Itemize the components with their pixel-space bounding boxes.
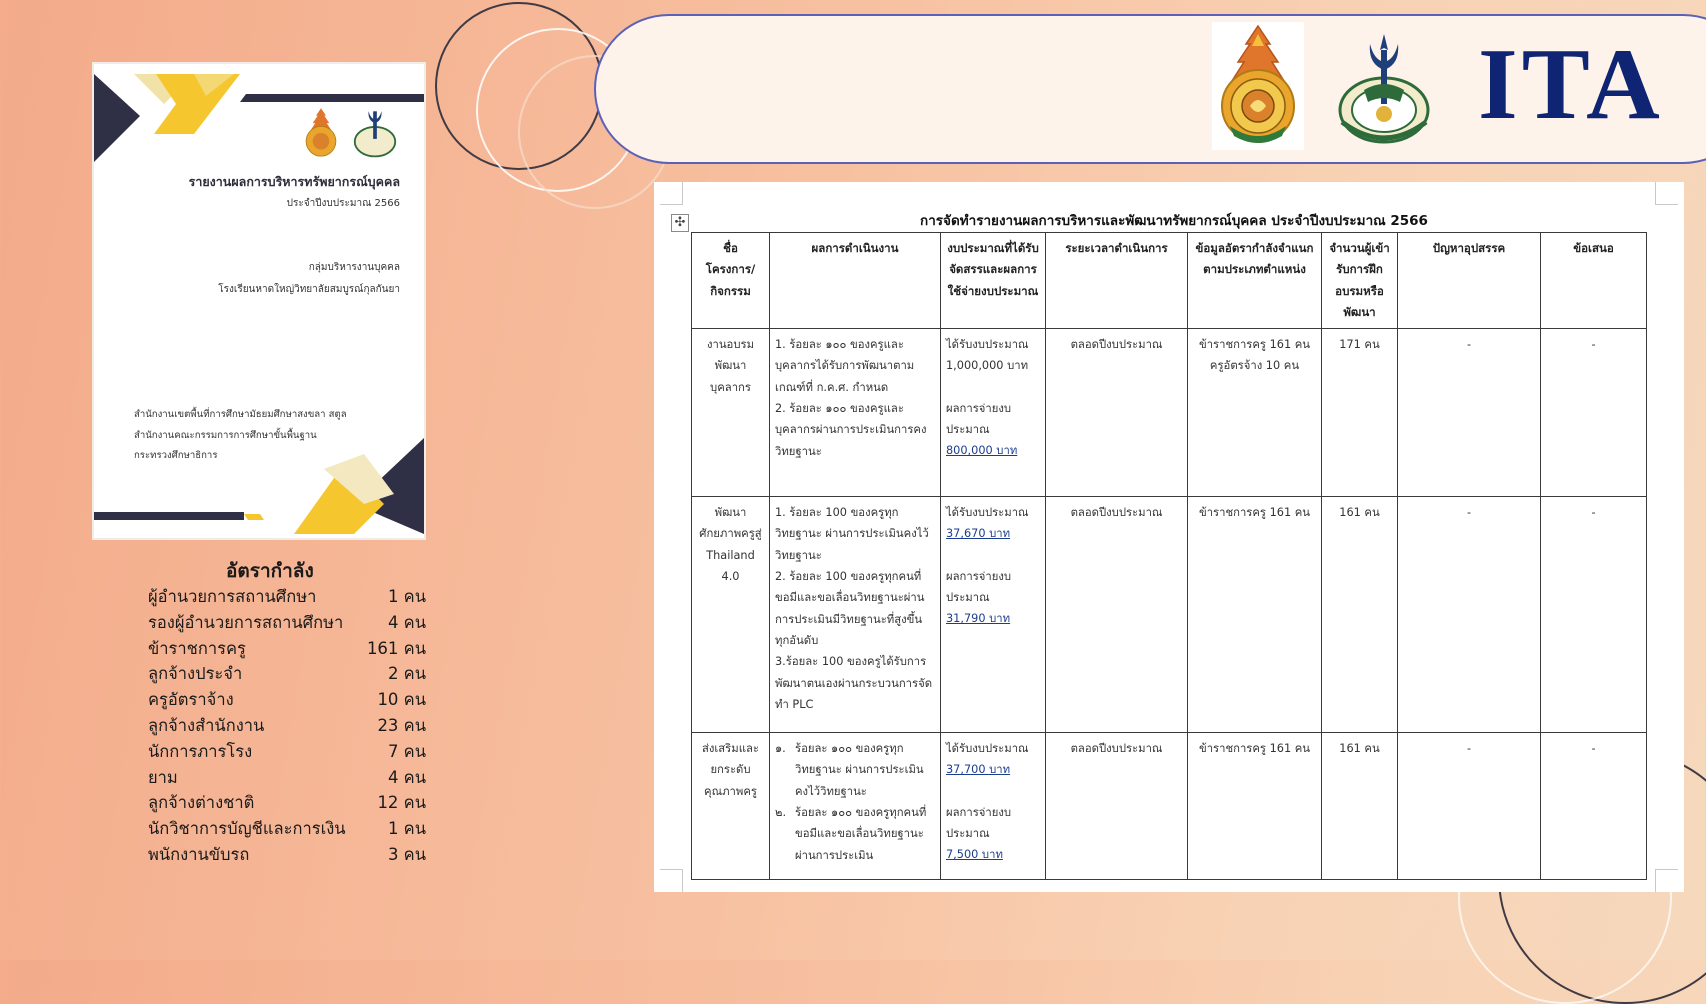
cover-school: โรงเรียนหาดใหญ่วิทยาลัยสมบูรณ์กุลกันยา bbox=[218, 284, 400, 295]
staff-cell bbox=[1188, 497, 1322, 733]
column-header: ข้อเสนอ bbox=[1541, 233, 1647, 329]
staff-count: 4 คน bbox=[387, 767, 426, 787]
page-corner-mark bbox=[1655, 182, 1678, 205]
staffing-row bbox=[148, 739, 426, 765]
suggestions-cell: - bbox=[1541, 733, 1647, 880]
participants-cell: 161 คน bbox=[1322, 733, 1398, 880]
staff-line: ข้าราชการครู 161 คน bbox=[1198, 506, 1311, 520]
column-header: จำนวนผู้เข้ารับการฝึกอบรมหรือพัฒนา bbox=[1322, 233, 1398, 329]
document-title: การจัดทำรายงานผลการบริหารและพัฒนาทรัพยากรณ์บุคคล ประจำปีงบประมาณ 2566 bbox=[920, 213, 1428, 229]
cover-year: ประจำปีงบประมาณ 2566 bbox=[286, 198, 400, 209]
result-item: 2. ร้อยละ ๑๐๐ ของครูและบุคลากรผ่านการประเมินการคงวิทยฐานะ bbox=[775, 402, 927, 458]
duration-cell: ตลอดปีงบประมาณ bbox=[1046, 329, 1188, 497]
obec-seal-icon bbox=[302, 106, 340, 160]
budget-received: 37,700 บาท bbox=[946, 763, 1011, 777]
result-cell bbox=[770, 733, 941, 880]
staff-role: รองผู้อำนวยการสถานศึกษา bbox=[148, 612, 344, 632]
budget-cell bbox=[941, 733, 1046, 880]
staffing-list bbox=[148, 584, 426, 868]
column-header: ข้อมูลอัตรากำลังจำแนกตามประเภทตำแหน่ง bbox=[1188, 233, 1322, 329]
page-corner-mark bbox=[1655, 869, 1678, 892]
column-header: ผลการดำเนินงาน bbox=[770, 233, 941, 329]
staff-role: ลูกจ้างต่างชาติ bbox=[148, 793, 255, 813]
staffing-row bbox=[148, 687, 426, 713]
staffing-row bbox=[148, 713, 426, 739]
result-cell bbox=[770, 497, 941, 733]
decor-circle bbox=[435, 2, 603, 170]
staff-line: ครูอัตรจ้าง 10 คน bbox=[1209, 359, 1300, 373]
budget-spent-label: ผลการจ่ายงบประมาณ bbox=[946, 569, 1012, 605]
staff-line: ข้าราชการครู 161 คน bbox=[1198, 742, 1311, 756]
staff-role: ครูอัตราจ้าง bbox=[148, 690, 234, 710]
cover-org-line: สำนักงานคณะกรรมการการศึกษาขั้นพื้นฐาน bbox=[134, 429, 317, 441]
duration-cell: ตลอดปีงบประมาณ bbox=[1046, 733, 1188, 880]
result-text: ร้อยละ ๑๐๐ ของครูทุกวิทยฐานะ ผ่านการประเมินคงไว้วิทยฐานะ bbox=[795, 742, 924, 798]
column-header: งบประมาณที่ได้รับจัดสรรและผลการใช้จ่ายงบประมาณ bbox=[941, 233, 1046, 329]
ita-logo-text: ITA bbox=[1478, 28, 1664, 141]
column-header: ชื่อ โครงการ/ กิจกรรม bbox=[692, 233, 770, 329]
budget-cell bbox=[941, 329, 1046, 497]
table-move-handle-icon[interactable]: ✣ bbox=[671, 214, 689, 232]
cover-org-line: สำนักงานเขตพื้นที่การศึกษามัธยมศึกษาสงขลา สตูล bbox=[134, 409, 347, 420]
problems-cell: - bbox=[1398, 733, 1541, 880]
report-table bbox=[691, 232, 1647, 880]
budget-spent: 7,500 บาท bbox=[946, 848, 1003, 862]
problems-cell: - bbox=[1398, 497, 1541, 733]
table-row bbox=[692, 497, 1647, 733]
table-row bbox=[692, 329, 1647, 497]
budget-spent-label: ผลการจ่ายงบประมาณ bbox=[946, 401, 1012, 437]
staffing-row bbox=[148, 816, 426, 842]
staff-count: 23 คน bbox=[377, 715, 426, 735]
suggestions-cell: - bbox=[1541, 329, 1647, 497]
result-item bbox=[775, 738, 935, 802]
page-corner-mark bbox=[660, 869, 683, 892]
project-name: พัฒนาศักยภาพครูสู่ Thailand 4.0 bbox=[692, 497, 770, 733]
staff-count: 4 คน bbox=[387, 612, 426, 632]
staff-count: 7 คน bbox=[387, 741, 426, 761]
participants-cell: 171 คน bbox=[1322, 329, 1398, 497]
budget-received-label: ได้รับงบประมาณ bbox=[946, 506, 1029, 520]
staff-role: ยาม bbox=[148, 767, 178, 787]
duration-cell: ตลอดปีงบประมาณ bbox=[1046, 497, 1188, 733]
staff-count: 12 คน bbox=[377, 793, 426, 813]
cover-dept-group: กลุ่มบริหารงานบุคคล bbox=[308, 262, 400, 273]
cover-org-line: กระทรวงศึกษาธิการ bbox=[134, 450, 218, 461]
staff-count: 1 คน bbox=[387, 819, 426, 839]
staff-count: 1 คน bbox=[387, 587, 426, 606]
result-item: 1. ร้อยละ ๑๐๐ ของครูและบุคลากรได้รับการพัฒนาตามเกณฑ์ที่ ก.ค.ศ. กำหนด bbox=[775, 338, 915, 394]
staffing-row bbox=[148, 790, 426, 816]
table-row bbox=[692, 733, 1647, 880]
staff-role: นักวิชาการบัญชีและการเงิน bbox=[148, 819, 346, 839]
staff-role: นักการภารโรง bbox=[148, 741, 253, 761]
result-number: ๒. bbox=[775, 806, 787, 820]
cover-organization bbox=[134, 405, 347, 467]
staff-role: ลูกจ้างประจำ bbox=[148, 664, 243, 684]
budget-spent-label: ผลการจ่ายงบประมาณ bbox=[946, 805, 1012, 841]
page-corner-mark bbox=[660, 182, 683, 205]
obec-seal-icon bbox=[1212, 22, 1304, 150]
school-trident-seal-icon bbox=[1334, 30, 1434, 148]
cover-title: รายงานผลการบริหารทรัพยากรณ์บุคคล bbox=[188, 174, 400, 189]
staff-count: 3 คน bbox=[387, 844, 426, 864]
staffing-row bbox=[148, 842, 426, 868]
staff-count: 161 คน bbox=[366, 638, 426, 658]
budget-received: 1,000,000 บาท bbox=[946, 359, 1029, 373]
school-trident-seal-icon bbox=[352, 104, 398, 160]
budget-received-label: ได้รับงบประมาณ bbox=[946, 742, 1029, 756]
budget-received-label: ได้รับงบประมาณ bbox=[946, 338, 1029, 352]
result-item: 3.ร้อยละ 100 ของครูได้รับการพัฒนาตนเองผ่านกระบวนการจัดทำ PLC bbox=[775, 655, 933, 711]
result-item bbox=[775, 802, 935, 866]
staff-role: ผู้อำนวยการสถานศึกษา bbox=[148, 587, 317, 606]
staffing-row bbox=[148, 584, 426, 610]
column-header: ปัญหาอุปสรรค bbox=[1398, 233, 1541, 329]
result-number: ๑. bbox=[775, 742, 786, 756]
staff-count: 2 คน bbox=[387, 664, 426, 684]
staffing-title: อัตรากำลัง bbox=[226, 560, 314, 582]
report-cover bbox=[94, 64, 424, 538]
staff-count: 10 คน bbox=[377, 690, 426, 710]
staffing-row bbox=[148, 610, 426, 636]
staff-cell bbox=[1188, 733, 1322, 880]
budget-received: 37,670 บาท bbox=[946, 527, 1011, 541]
column-header: ระยะเวลาดำเนินการ bbox=[1046, 233, 1188, 329]
staffing-row bbox=[148, 765, 426, 791]
staff-role: พนักงานขับรถ bbox=[148, 844, 250, 864]
budget-cell bbox=[941, 497, 1046, 733]
table-header-row bbox=[692, 233, 1647, 329]
result-text: ร้อยละ ๑๐๐ ของครูทุกคนที่ขอมีและขอเลื่อนวิทยฐานะผ่านการประเมิน bbox=[795, 806, 927, 862]
budget-spent: 31,790 บาท bbox=[946, 612, 1011, 626]
staffing-row bbox=[148, 636, 426, 662]
project-name: งานอบรม พัฒนา บุคลากร bbox=[692, 329, 770, 497]
report-document bbox=[654, 182, 1684, 892]
staffing-row bbox=[148, 661, 426, 687]
staff-line: ข้าราชการครู 161 คน bbox=[1198, 338, 1311, 352]
participants-cell: 161 คน bbox=[1322, 497, 1398, 733]
result-item: 2. ร้อยละ 100 ของครูทุกคนที่ขอมีและขอเลื่อนวิทยฐานะผ่านการประเมินมีวิทยฐานะที่สูงขึ้นทุกอันดับ bbox=[775, 570, 925, 647]
staff-role: ข้าราชการครู bbox=[148, 638, 246, 658]
staff-cell bbox=[1188, 329, 1322, 497]
result-item: 1. ร้อยละ 100 ของครูทุกวิทยฐานะ ผ่านการประเมินคงไว้วิทยฐานะ bbox=[775, 506, 929, 562]
budget-spent: 800,000 บาท bbox=[946, 444, 1018, 458]
problems-cell: - bbox=[1398, 329, 1541, 497]
project-name: ส่งเสริมและยกระดับคุณภาพครู bbox=[692, 733, 770, 880]
suggestions-cell: - bbox=[1541, 497, 1647, 733]
result-cell bbox=[770, 329, 941, 497]
staff-role: ลูกจ้างสำนักงาน bbox=[148, 715, 265, 735]
